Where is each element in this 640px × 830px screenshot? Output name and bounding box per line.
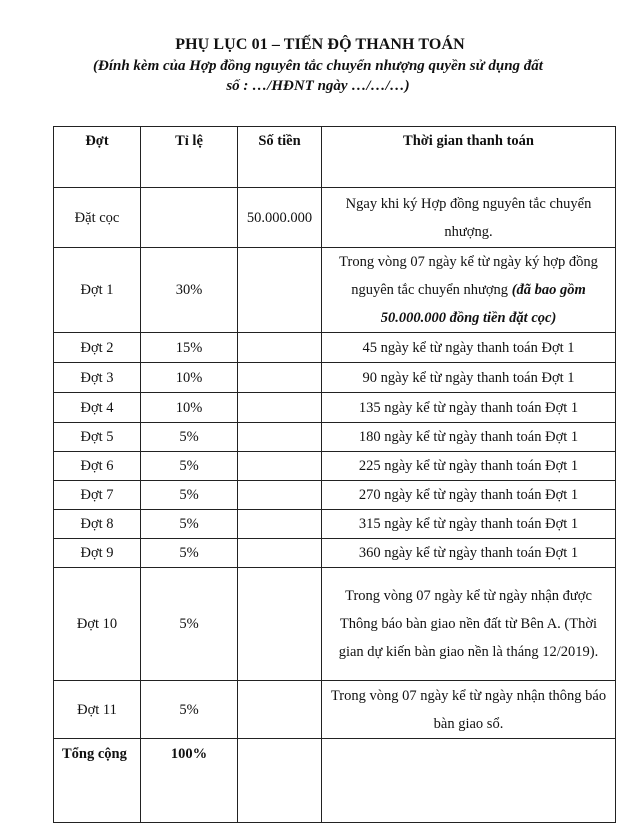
subtitle-line-1: (Đính kèm của Hợp đồng nguyên tắc chuyển nhượng quyền sử dụng đất [93, 58, 543, 74]
ratio-cell: 5% [141, 568, 238, 681]
ratio-cell [141, 188, 238, 248]
subtitle-line-2: số : …/HĐNT ngày …/…/…) [226, 78, 410, 94]
amount-cell [238, 393, 322, 423]
total-label: Tổng cộng [54, 739, 141, 823]
column-header-payment-time: Thời gian thanh toán [322, 127, 616, 188]
period-cell: Đợt 9 [54, 539, 141, 568]
total-time [322, 739, 616, 823]
table-row [54, 681, 616, 739]
table-row [54, 248, 616, 333]
column-header-ratio: Tỉ lệ [141, 127, 238, 188]
ratio-cell: 5% [141, 510, 238, 539]
table-row [54, 333, 616, 363]
payment-time-cell: Ngay khi ký Hợp đồng nguyên tắc chuyển nhượng. [322, 188, 616, 248]
period-cell: Đợt 11 [54, 681, 141, 739]
table-row [54, 188, 616, 248]
amount-cell [238, 363, 322, 393]
table-row [54, 481, 616, 510]
payment-time-cell: 225 ngày kể từ ngày thanh toán Đợt 1 [322, 452, 616, 481]
table-row [54, 393, 616, 423]
table-row [54, 452, 616, 481]
ratio-cell: 5% [141, 452, 238, 481]
amount-cell [238, 568, 322, 681]
amount-cell [238, 333, 322, 363]
table-row [54, 510, 616, 539]
ratio-cell: 10% [141, 363, 238, 393]
amount-cell [238, 423, 322, 452]
period-cell: Đợt 8 [54, 510, 141, 539]
payment-time-cell: 270 ngày kể từ ngày thanh toán Đợt 1 [322, 481, 616, 510]
table-row [54, 423, 616, 452]
payment-time-cell: Trong vòng 07 ngày kể từ ngày nhận được Thông báo bàn giao nền đất từ Bên A. (Thời gian dự kiến bàn giao nền là tháng 12/2019). [322, 568, 616, 681]
total-amount [238, 739, 322, 823]
payment-schedule-table [53, 126, 616, 823]
payment-time-cell: 360 ngày kể từ ngày thanh toán Đợt 1 [322, 539, 616, 568]
ratio-cell: 5% [141, 481, 238, 510]
payment-time-cell: 45 ngày kể từ ngày thanh toán Đợt 1 [322, 333, 616, 363]
ratio-cell: 5% [141, 423, 238, 452]
period-cell: Đợt 3 [54, 363, 141, 393]
table-row [54, 363, 616, 393]
period-cell: Đợt 2 [54, 333, 141, 363]
ratio-cell: 30% [141, 248, 238, 333]
period-cell: Đợt 4 [54, 393, 141, 423]
deposit-note: (đã bao gồm 50.000.000 đồng tiền đặt cọc) [380, 282, 586, 326]
column-header-period: Đợt [54, 127, 141, 188]
total-row [54, 739, 616, 823]
table-row [54, 539, 616, 568]
payment-time-cell: 90 ngày kể từ ngày thanh toán Đợt 1 [322, 363, 616, 393]
amount-cell [238, 452, 322, 481]
ratio-cell: 10% [141, 393, 238, 423]
table-header-row [54, 127, 616, 188]
amount-cell [238, 681, 322, 739]
document-subtitle [38, 56, 598, 96]
ratio-cell: 5% [141, 539, 238, 568]
amount-cell [238, 481, 322, 510]
payment-time-cell [322, 248, 616, 333]
table-row [54, 568, 616, 681]
period-cell: Đợt 1 [54, 248, 141, 333]
total-ratio: 100% [141, 739, 238, 823]
payment-time-cell: 180 ngày kể từ ngày thanh toán Đợt 1 [322, 423, 616, 452]
column-header-amount: Số tiền [238, 127, 322, 188]
period-cell: Đợt 6 [54, 452, 141, 481]
amount-cell: 50.000.000 [238, 188, 322, 248]
payment-time-cell: Trong vòng 07 ngày kể từ ngày nhận thông báo bàn giao sổ. [322, 681, 616, 739]
amount-cell [238, 539, 322, 568]
period-cell: Đợt 7 [54, 481, 141, 510]
period-cell: Đặt cọc [54, 188, 141, 248]
payment-time-cell: 315 ngày kể từ ngày thanh toán Đợt 1 [322, 510, 616, 539]
ratio-cell: 15% [141, 333, 238, 363]
ratio-cell: 5% [141, 681, 238, 739]
document-title: PHỤ LỤC 01 – TIẾN ĐỘ THANH TOÁN [175, 36, 465, 53]
payment-time-cell: 135 ngày kể từ ngày thanh toán Đợt 1 [322, 393, 616, 423]
amount-cell [238, 510, 322, 539]
period-cell: Đợt 5 [54, 423, 141, 452]
period-cell: Đợt 10 [54, 568, 141, 681]
amount-cell [238, 248, 322, 333]
payment-time-text: Trong vòng 07 ngày kể từ ngày ký hợp đồng nguyên tắc chuyển nhượng [339, 254, 598, 298]
